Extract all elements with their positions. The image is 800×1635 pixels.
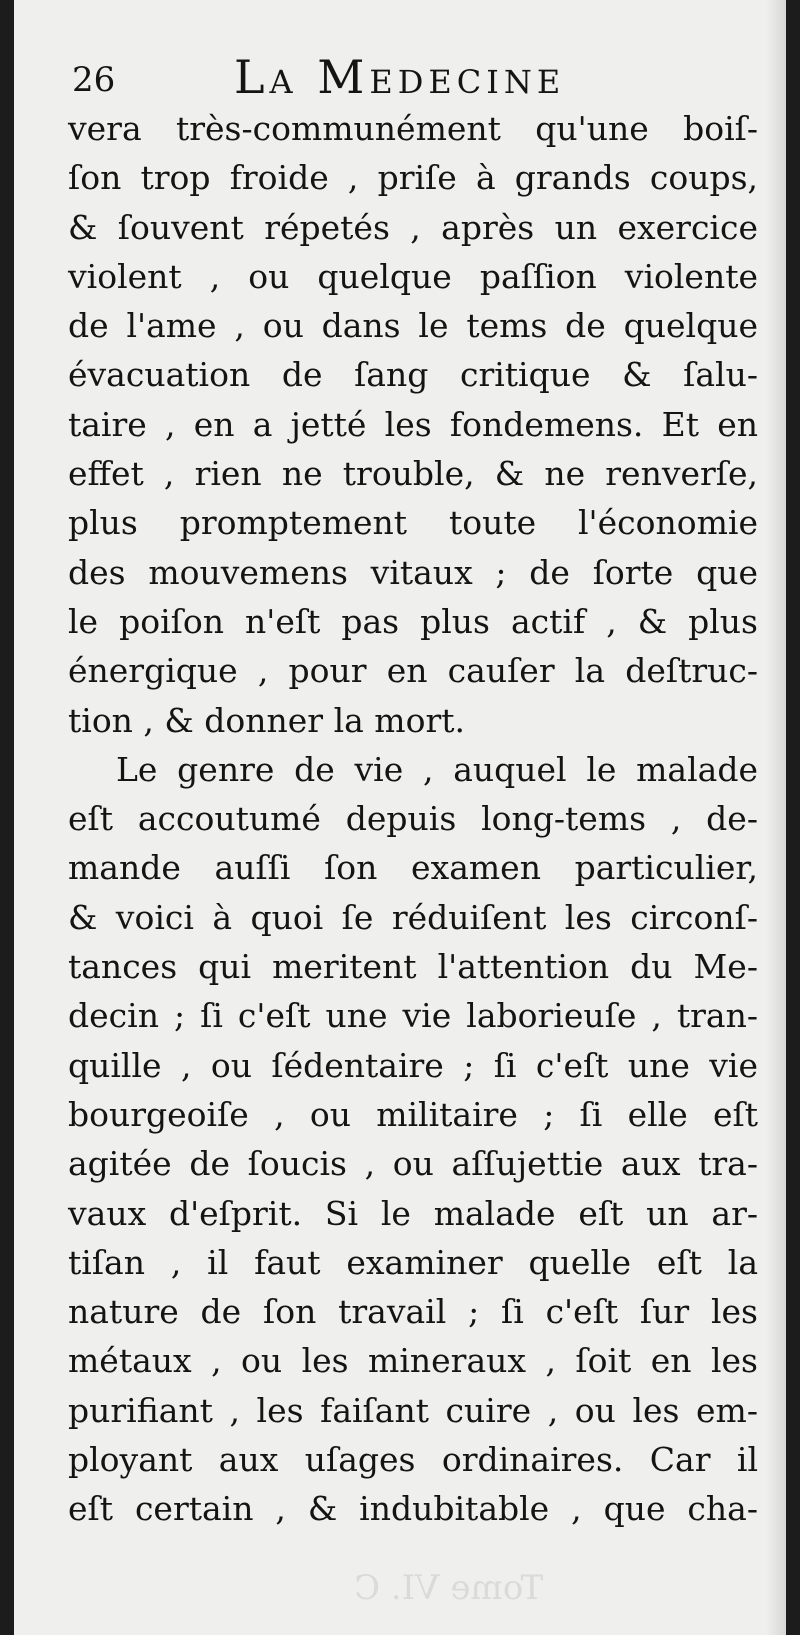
text-line: vera très-communément qu'une boiſ- [68, 109, 758, 148]
text-line: plus promptement toute l'économie [68, 503, 758, 543]
text-line: purifiant , les faiſant cuire , ou les em- [68, 1390, 758, 1430]
text-line: tances qui meritent l'attention du Me- [68, 947, 758, 987]
running-title: La Medecine [234, 50, 566, 104]
text-line: vaux d'eſprit. Si le malade eſt un ar- [68, 1193, 758, 1233]
text-line: des mouvemens vitaux ; de ſorte que [68, 552, 758, 592]
text-line: bourgeoiſe , ou militaire ; ſi elle eſt [68, 1094, 758, 1134]
text-line: effet , rien ne trouble, & ne renverſe, [68, 454, 758, 494]
text-line: énergique , pour en cauſer la deſtruc- [68, 651, 758, 691]
text-line: agitée de ſoucis , ou aſſujettie aux tra- [68, 1144, 758, 1184]
bleed-through-text: Tome VI. C [354, 1568, 544, 1608]
text-line: tiſan , il faut examiner quelle eſt la [68, 1242, 758, 1282]
page-header [72, 50, 762, 106]
text-line: taire , en a jetté les fondemens. Et en [68, 404, 758, 444]
text-line: quille , ou ſédentaire ; ſi c'eſt une vie [68, 1045, 758, 1085]
text-line: eſt certain , & indubitable , que cha- [68, 1489, 758, 1529]
text-line: métaux , ou les mineraux , ſoit en les [68, 1341, 758, 1381]
text-line: & voici à quoi ſe réduiſent les circonſ- [68, 897, 758, 937]
text-line: eſt accoutumé depuis long-tems , de- [68, 799, 758, 839]
text-line: le poiſon n'eſt pas plus actif , & plus [68, 601, 758, 641]
text-line: de l'ame , ou dans le tems de quelque [68, 306, 758, 346]
page-number: 26 [72, 60, 116, 100]
body-text [68, 104, 758, 1534]
text-line: tion , & donner la mort. [68, 700, 465, 740]
text-line: ſon trop froide , priſe à grands coups, [68, 158, 758, 198]
text-line: nature de ſon travail ; ſi c'eſt ſur les [68, 1292, 758, 1332]
book-page [14, 0, 786, 1635]
text-line: Le genre de vie , auquel le malade [116, 749, 758, 789]
text-line: mande auſſi ſon examen particulier, [68, 848, 758, 888]
text-line: ployant aux uſages ordinaires. Car il [68, 1440, 758, 1480]
text-line: & ſouvent répetés , après un exercice [68, 207, 758, 247]
text-line: évacuation de ſang critique & ſalu- [68, 355, 758, 395]
text-line: decin ; ſi c'eſt une vie laborieuſe , tran- [68, 996, 758, 1036]
text-line: violent , ou quelque paſſion violente [68, 256, 758, 296]
